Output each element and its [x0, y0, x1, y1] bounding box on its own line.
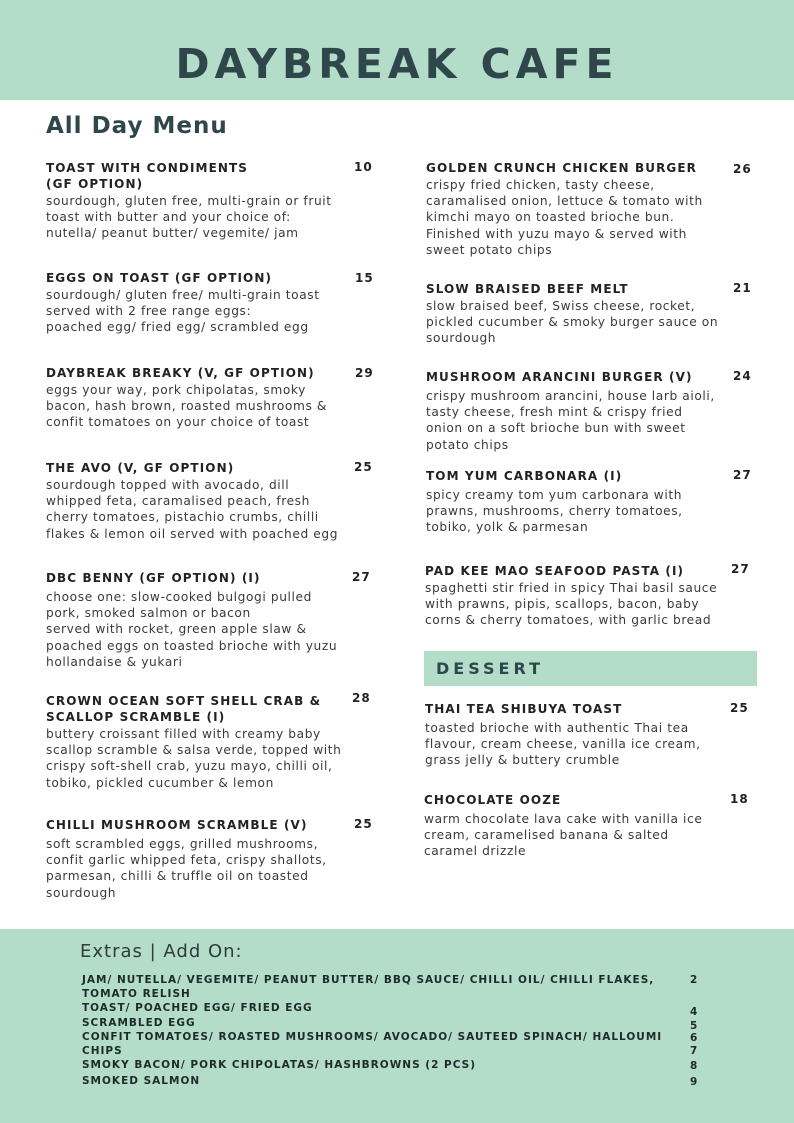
menu-subtitle: All Day Menu	[46, 113, 228, 139]
item-price: 18	[730, 792, 749, 806]
item-description: crispy mushroom arancini, house larb aioli, tasty cheese, fresh mint & crispy fried onion on a soft brioche bun with sweet potato chips	[426, 389, 715, 452]
extras-title: Extras | Add On:	[80, 941, 243, 962]
item-price: 27	[733, 468, 752, 482]
extras-section	[0, 929, 794, 1123]
item-name: TOM YUM CARBONARA (I)	[426, 469, 623, 483]
menu-item	[46, 270, 320, 336]
item-description: sourdough topped with avocado, dill whipped feta, caramalised peach, fresh cherry tomatoes, pistachio crumbs, chilli flakes & lemon oil served with poached egg	[46, 478, 339, 541]
menu-item	[425, 563, 717, 629]
item-name: TOAST WITH CONDIMENTS	[46, 161, 249, 175]
item-name: CHOCOLATE OOZE	[424, 793, 562, 807]
menu-item	[426, 281, 718, 347]
item-description: crispy fried chicken, tasty cheese, caramalised onion, lettuce & tomato with kimchi mayo on toasted brioche bun. Finished with yuzu mayo & served with sweet potato chips	[426, 178, 703, 257]
extras-line: CHIPS	[82, 1045, 123, 1057]
extras-line: SMOKED SALMON	[82, 1075, 201, 1087]
header-band	[0, 0, 794, 100]
item-description: eggs your way, pork chipolatas, smoky bacon, hash brown, roasted mushrooms & confit tomatoes on your choice of toast	[46, 383, 327, 430]
menu-item	[46, 570, 337, 670]
menu-item	[46, 160, 332, 242]
item-name: CHILLI MUSHROOM SCRAMBLE (V)	[46, 818, 308, 832]
item-description: sourdough/ gluten free/ multi-grain toast served with 2 free range eggs: poached egg/ fried egg/ scrambled egg	[46, 288, 320, 335]
extras-line: TOAST/ POACHED EGG/ FRIED EGG	[82, 1002, 313, 1014]
menu-item	[46, 460, 338, 542]
item-price: 25	[354, 460, 373, 474]
item-name: CROWN OCEAN SOFT SHELL CRAB &	[46, 694, 322, 708]
extras-price: 4	[690, 1006, 698, 1018]
item-description: slow braised beef, Swiss cheese, rocket, pickled cucumber & smoky burger sauce on sourdough	[426, 299, 719, 346]
extras-line: TOMATO RELISH	[82, 988, 191, 1000]
menu-item	[424, 792, 702, 860]
menu-item	[46, 693, 342, 791]
menu-item	[426, 468, 683, 536]
extras-price: 9	[690, 1076, 698, 1088]
item-name: DAYBREAK BREAKY (V, GF OPTION)	[46, 366, 315, 380]
menu-item	[46, 365, 327, 431]
extras-price: 8	[690, 1060, 698, 1072]
extras-price: 7	[690, 1045, 698, 1057]
extras-price: 6	[690, 1032, 698, 1044]
item-name: (GF OPTION)	[46, 177, 144, 191]
item-name: THE AVO (V, GF OPTION)	[46, 461, 235, 475]
item-name: GOLDEN CRUNCH CHICKEN BURGER	[426, 161, 697, 175]
item-name: MUSHROOM ARANCINI BURGER (V)	[426, 370, 693, 384]
extras-line: CONFIT TOMATOES/ ROASTED MUSHROOMS/ AVOCADO/ SAUTEED SPINACH/ HALLOUMI	[82, 1031, 663, 1043]
item-price: 27	[352, 570, 371, 584]
item-price: 24	[733, 369, 752, 383]
item-price: 21	[733, 281, 752, 295]
item-description: buttery croissant filled with creamy baby scallop scramble & salsa verde, topped with crispy soft-shell crab, yuzu mayo, chilli oil, tobiko, pickled cucumber & lemon	[46, 727, 342, 790]
item-price: 15	[355, 271, 374, 285]
item-price: 27	[731, 562, 750, 576]
item-name: EGGS ON TOAST (GF OPTION)	[46, 271, 273, 285]
item-name: DBC BENNY (GF OPTION) (I)	[46, 571, 261, 585]
item-price: 25	[730, 701, 749, 715]
item-price: 10	[354, 160, 373, 174]
menu-item	[46, 817, 327, 901]
item-price: 25	[354, 817, 373, 831]
item-description: choose one: slow-cooked bulgogi pulled pork, smoked salmon or bacon served with rocket, green apple slaw & poached eggs on toasted brioche with yuzu hollandaise & yukari	[46, 590, 338, 669]
cafe-title: DAYBREAK CAFE	[175, 40, 619, 88]
menu-item	[426, 160, 703, 258]
item-description: sourdough, gluten free, multi-grain or fruit toast with butter and your choice of: nutella/ peanut butter/ vegemite/ jam	[46, 194, 332, 241]
extras-price: 2	[690, 974, 698, 986]
item-price: 29	[355, 366, 374, 380]
extras-line: SCRAMBLED EGG	[82, 1017, 196, 1029]
dessert-title: DESSERT	[436, 659, 544, 678]
dessert-header	[424, 651, 757, 686]
item-name: PAD KEE MAO SEAFOOD PASTA (I)	[425, 564, 685, 578]
item-description: soft scrambled eggs, grilled mushrooms, confit garlic whipped feta, crispy shallots, parmesan, chilli & truffle oil on toasted sourdough	[46, 837, 327, 900]
item-name: SCALLOP SCRAMBLE (I)	[46, 710, 226, 724]
item-description: spicy creamy tom yum carbonara with prawns, mushrooms, cherry tomatoes, tobiko, yolk & parmesan	[426, 488, 683, 535]
item-description: warm chocolate lava cake with vanilla ice cream, caramelised banana & salted caramel drizzle	[424, 812, 703, 859]
menu-item	[426, 369, 715, 453]
extras-price: 5	[690, 1020, 698, 1032]
extras-line: JAM/ NUTELLA/ VEGEMITE/ PEANUT BUTTER/ BBQ SAUCE/ CHILLI OIL/ CHILLI FLAKES,	[82, 974, 655, 986]
extras-line: SMOKY BACON/ PORK CHIPOLATAS/ HASHBROWNS (2 PCS)	[82, 1059, 477, 1071]
item-description: toasted brioche with authentic Thai tea flavour, cream cheese, vanilla ice cream, grass jelly & buttery crumble	[425, 721, 701, 768]
item-price: 26	[733, 162, 752, 176]
item-name: THAI TEA SHIBUYA TOAST	[425, 702, 623, 716]
item-name: SLOW BRAISED BEEF MELT	[426, 282, 629, 296]
item-price: 28	[352, 691, 371, 705]
item-description: spaghetti stir fried in spicy Thai basil sauce with prawns, pipis, scallops, bacon, baby corns & cherry tomatoes, with garlic bread	[425, 581, 718, 628]
menu-item	[425, 701, 701, 769]
